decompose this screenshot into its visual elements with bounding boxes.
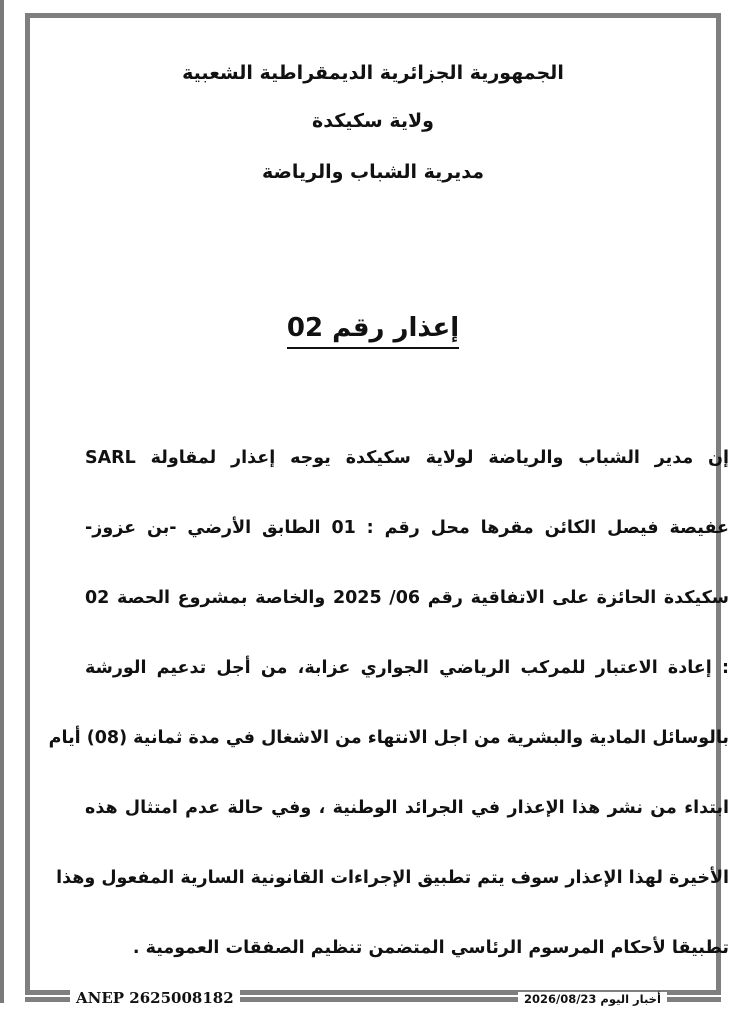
body-line: إن مدير الشباب والرياضة لولاية سكيكدة يوجه إعذار لمقاولة SARL xyxy=(85,448,729,468)
notice-title-text: إعذار رقم 02 xyxy=(287,313,459,349)
body-line: ابتداء من نشر هذا الإعذار في الجرائد الوطنية ، وفي حالة عدم امتثال هذه xyxy=(85,798,729,818)
left-edge-rule xyxy=(0,0,4,1003)
header-wilaya: ولاية سكيكدة xyxy=(312,110,434,132)
body-line: : إعادة الاعتبار للمركب الرياضي الجواري عزابة، من أجل تدعيم الورشة xyxy=(85,658,729,678)
header-republic: الجمهورية الجزائرية الديمقراطية الشعبية xyxy=(182,62,564,84)
publication-date: أخبار اليوم 2026/08/23 xyxy=(518,992,667,1006)
anep-reference: ANEP 2625008182 xyxy=(70,989,240,1007)
body-line: بالوسائل المادية والبشرية من اجل الانتهاء من الاشغال في مدة ثمانية (08) أيام xyxy=(48,728,729,748)
body-line: الأخيرة لهذا الإعذار سوف يتم تطبيق الإجراءات القانونية السارية المفعول وهذا xyxy=(56,868,729,888)
notice-frame xyxy=(25,13,729,995)
body-line: عفيصة فيصل الكائن مقرها محل رقم : 01 الطابق الأرضي -بن عزوز- xyxy=(85,518,729,538)
body-line: تطبيقا لأحكام المرسوم الرئاسي المتضمن تنظيم الصفقات العمومية . xyxy=(132,938,729,958)
header-directorate: مديرية الشباب والرياضة xyxy=(262,161,484,183)
notice-body xyxy=(48,448,729,1008)
body-line: سكيكدة الحائزة على الاتفاقية رقم 06/ 2025 والخاصة بمشروع الحصة 02 xyxy=(85,588,729,608)
notice-title xyxy=(30,313,716,343)
